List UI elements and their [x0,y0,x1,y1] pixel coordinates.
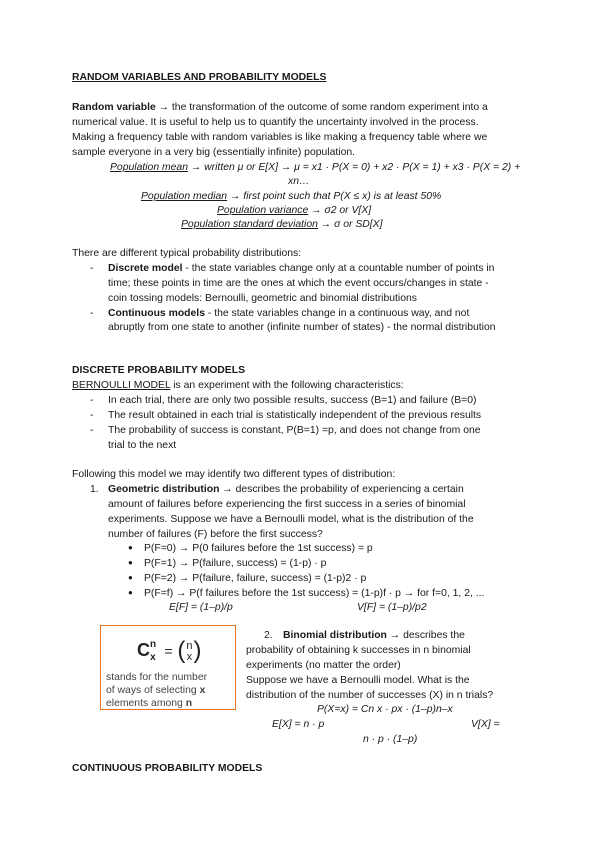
binom-stack [186,641,192,663]
pop-sd-rest: → σ or SD[X] [317,219,383,230]
rv-term: Random variable [72,102,156,113]
binom-line-5: distribution of the number of successes (X) in n trials? [246,690,494,701]
combination-text [106,671,234,710]
geom-term: Geometric distribution [108,484,220,495]
formula-x-sub: x [150,652,156,664]
binom-line-2: probability of obtaining k successes in n binomial [246,645,471,656]
bernoulli-rest: is an experiment with the following characteristics: [170,380,404,391]
cont-term: Continuous models [108,308,205,319]
stack-n: n [186,639,193,652]
combination-formula [137,635,201,663]
bullet-dot: ● [128,543,133,552]
bernoulli-intro [72,380,404,391]
cont-line-2: abruptly from one state to another (infinite number of states) - the normal distribution [108,322,496,333]
bullet-dash: - [90,425,94,436]
discrete-line-1 [108,263,494,274]
bullet-dash: - [90,395,94,406]
geom-item-3: P(F=f) → P(f failures before the 1st success) = (1-p)f · p → for f=0, 1, 2, ... [144,588,485,599]
dist-intro: There are different typical probability distributions: [72,248,302,259]
geom-item-2: P(F=2) → P(failure, failure, success) = (1-p)2 · p [144,573,367,584]
box-t1: stands for the number [106,672,208,683]
binom-vx-2: n · p · (1–p) [363,734,418,745]
bullet-dot: ● [128,558,133,567]
bullet-dot: ● [128,588,133,597]
paren-left: ( [177,637,186,664]
geom-line-4: number of failures (F) before the first success? [108,529,323,540]
rv-line-3: Making a frequency table with random variables is like making a frequency table where we [72,132,488,143]
stack-x: x [186,650,193,663]
binom-num: 2. [264,630,273,641]
rv-line-1-text: → the transformation of the outcome of some random experiment into a [155,102,488,113]
pop-mean-term: Population mean [110,162,188,173]
paren-right: ) [193,637,202,664]
geom-item-1: P(F=1) → P(failure, success) = (1-p) · p [144,558,327,569]
bullet-dash: - [90,410,94,421]
binom-term: Binomial distribution [283,630,387,641]
bullet-dash: - [90,263,94,274]
formula-n-sup: n [150,639,157,651]
binom-line-3: experiments (no matter the order) [246,660,401,671]
geom-line-1 [108,484,464,495]
discrete-l1: - the state variables change only at a countable number of points in [182,263,495,274]
bernoulli-b2: The result obtained in each trial is statistically independent of the previous results [108,410,482,421]
pop-variance-term: Population variance [217,205,309,216]
cont-line-1 [108,308,469,319]
geom-line-3: experiments. Suppose we have a Bernoulli model, what is the distribution of the [108,514,474,525]
binom-l1: → describes the [386,630,465,641]
box-t3b: n [185,698,193,709]
pop-mean-rest: → written μ or E[X] → μ = x1 · P(X = 0) + x2 · P(X = 1) + x3 · P(X = 2) + [188,162,521,173]
bullet-dash: - [90,308,94,319]
geom-vf: V[F] = (1–p)/p2 [357,602,427,613]
pop-median-rest: → first point such that P(X ≤ x) is at least 50% [227,191,442,202]
page-title: RANDOM VARIABLES AND PROBABILITY MODELS [72,72,327,83]
continuous-heading: CONTINUOUS PROBABILITY MODELS [72,763,263,774]
geom-ef: E[F] = (1–p)/p [169,602,233,613]
binom-vx: V[X] = [471,719,500,730]
rv-line-1 [72,102,488,113]
binom-line-4: Suppose we have a Bernoulli model. What is the [246,675,470,686]
geom-num: 1. [90,484,99,495]
combination-box [100,625,236,710]
binom-line-1 [283,630,465,641]
rv-line-2: numerical value. It is useful to help us to quantify the uncertainty involved in the process. [72,117,479,128]
geom-item-0: P(F=0) → P(0 failures before the 1st success) = p [144,543,373,554]
pop-mean-cont: xn… [288,176,310,187]
geom-l1: → describes the probability of experiencing a certain [219,484,464,495]
follow-text: Following this model we may identify two different types of distribution: [72,469,396,480]
pop-variance [217,205,371,216]
discrete-heading: DISCRETE PROBABILITY MODELS [72,365,245,376]
pop-median-term: Population median [141,191,228,202]
box-t2a: of ways of selecting [106,685,200,696]
formula-c: C [137,640,150,660]
pop-median [141,191,441,202]
pop-mean [110,162,520,173]
pop-sd [181,219,383,230]
geom-line-2: amount of failures before experiencing the first success in a series of binomial [108,499,466,510]
bernoulli-b3-2: trial to the next [108,440,177,451]
cont-l1: - the state variables change in a continuous way, and not [204,308,470,319]
bernoulli-b1: In each trial, there are only two possible results, success (B=1) and failure (B=0) [108,395,477,406]
rv-line-4: sample everyone in a very big (essentially infinite) population. [72,147,356,158]
box-t3a: elements among [106,698,186,709]
box-t2b: x [199,685,206,696]
discrete-term: Discrete model [108,263,183,274]
pop-variance-rest: → σ2 or V[X] [308,205,372,216]
pop-sd-term: Population standard deviation [181,219,318,230]
bernoulli-b3-1: The probability of success is constant, P(B=1) =p, and does not change from one [108,425,481,436]
binom-ex: E[X] = n · p [272,719,325,730]
bernoulli-term: BERNOULLI MODEL [72,380,171,391]
discrete-line-2: time; these points in time are the ones at which the event occurs/changes in state - [108,278,489,289]
formula-eq: = [164,643,173,659]
discrete-line-3: coin tossing models: Bernoulli, geometric and binomial distributions [108,293,417,304]
binom-px: P(X=x) = Cn x · px · (1–p)n–x [317,704,453,715]
bullet-dot: ● [128,573,133,582]
